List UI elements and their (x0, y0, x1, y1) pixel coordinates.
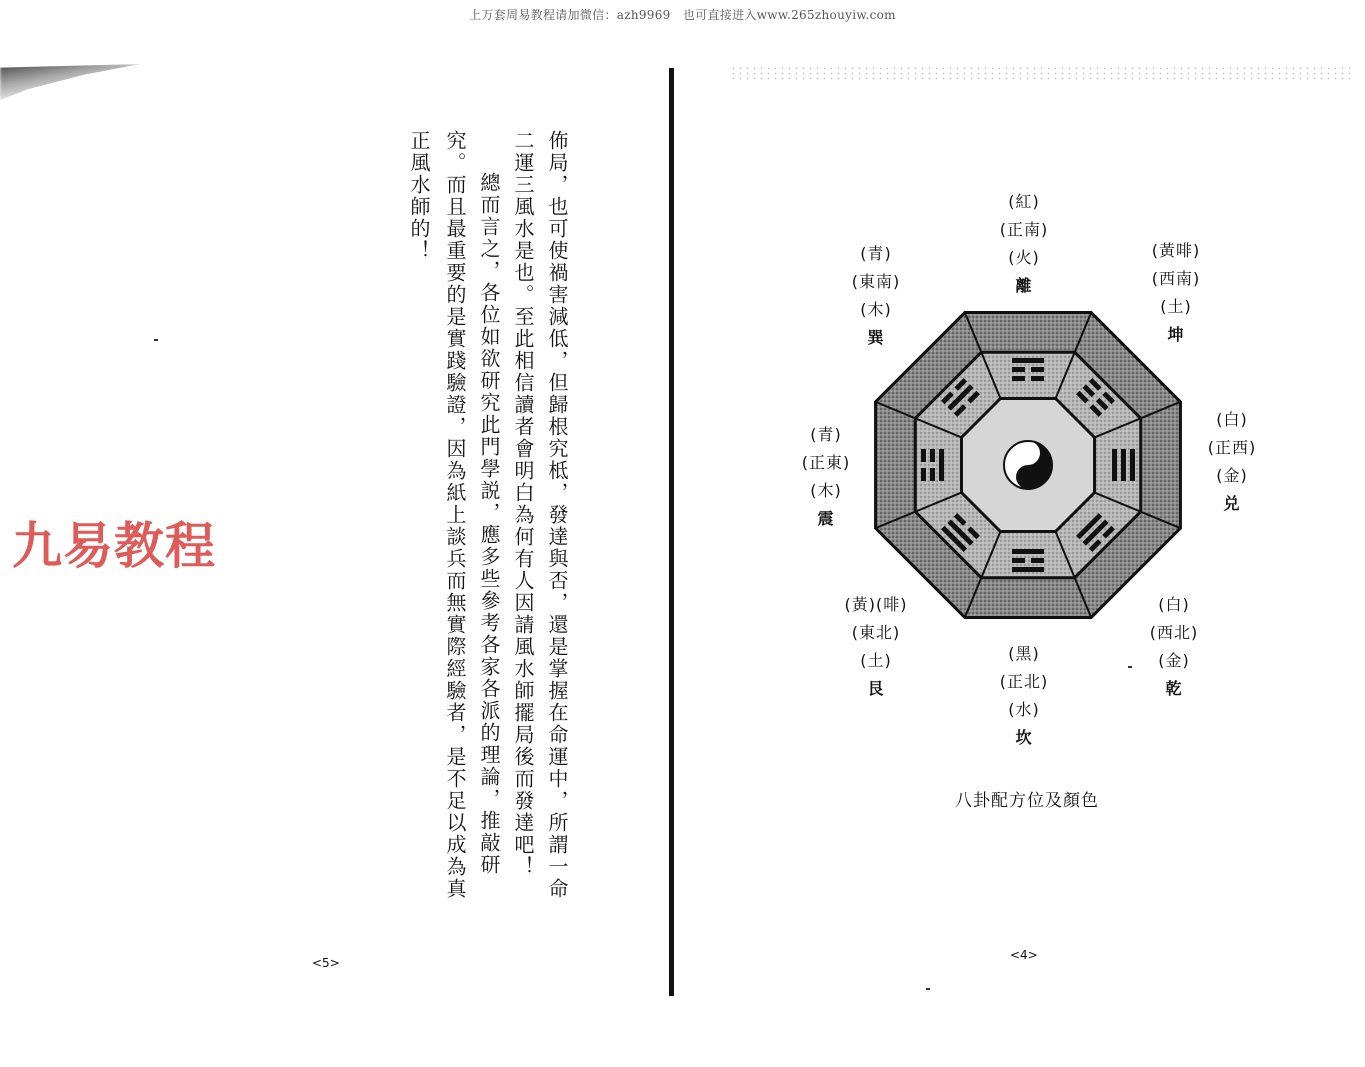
trigram-label-line: 巽 (867, 328, 885, 347)
trigram-label-line: (東北) (851, 623, 901, 642)
trigram-label-line: (白) (1158, 595, 1190, 614)
yin-yang-icon (1004, 441, 1052, 489)
trigram-label-e (766, 421, 886, 533)
trigram-label-line: (青) (810, 425, 842, 444)
trigram-label-ne (816, 591, 936, 703)
text-column-1: 佈局，也可使禍害減低，但歸根究柢，發達與否，還是掌握在命運中，所謂一命 (545, 130, 569, 900)
trigram-label-line: (正東) (801, 453, 851, 472)
download-banner: 上万套周易教程请加微信：azh9969 也可直接进入www.265zhouyiw.com (469, 8, 896, 22)
trigram-label-line: (正南) (999, 220, 1049, 239)
trigram-label-nw (1114, 591, 1234, 703)
trigram-label-line: (正北) (999, 672, 1049, 691)
trigram-label-line: (火) (1008, 248, 1040, 267)
trigram-label-line: (黑) (1008, 644, 1040, 663)
trigram-label-line: (金) (1158, 651, 1190, 670)
trigram-symbol (1112, 449, 1135, 481)
trigram-label-line: 震 (817, 509, 835, 528)
trigram-label-line: (西北) (1149, 623, 1199, 642)
trigram-label-line: 離 (1015, 276, 1033, 295)
text-column-5: 正風水師的！ (407, 130, 431, 262)
trigram-label-line: (水) (1008, 700, 1040, 719)
trigram-label-line: (木) (810, 481, 842, 500)
trigram-label-line: 坎 (1015, 728, 1033, 747)
trigram-label-line: (正西) (1207, 438, 1257, 457)
trigram-label-line: 艮 (867, 679, 885, 698)
trigram-label-line: (西南) (1151, 269, 1201, 288)
text-column-2: 二運三風水是也。至此相信讀者會明白為何有人因請風水師擺局後而發達吧！ (511, 130, 535, 878)
trigram-label-line: (白) (1216, 410, 1248, 429)
trigram-label-line: (金) (1216, 466, 1248, 485)
trigram-label-line: 兑 (1223, 494, 1241, 513)
trigram-label-line: (青) (860, 244, 892, 263)
trigram-label-line: (紅) (1008, 192, 1040, 211)
diagram-caption: 八卦配方位及顏色 (955, 791, 1099, 811)
watermark-logo: 九易教程 (12, 517, 216, 575)
text-column-3: 總而言之，各位如欲研究此門學説，應多些參考各家各派的理論，推敲研 (477, 150, 501, 876)
trigram-label-line: (黃啡) (1151, 241, 1201, 260)
trigram-label-line: 乾 (1165, 679, 1183, 698)
trigram-label-line: (東南) (851, 272, 901, 291)
trigram-label-w (1172, 406, 1292, 518)
trigram-label-sw (1116, 237, 1236, 349)
trigram-label-line: (黃)(啡) (844, 595, 908, 614)
trigram-label-s (964, 188, 1084, 300)
page-number-left: <5> (312, 956, 340, 970)
trigram-label-line: (土) (860, 651, 892, 670)
trigram-label-n (964, 640, 1084, 752)
text-column-4: 究。而且最重要的是實踐驗證，因為紙上談兵而無實際經驗者，是不足以成為真 (443, 130, 467, 900)
trigram-label-line: 坤 (1167, 325, 1185, 344)
trigram-label-se (816, 240, 936, 352)
trigram-label-line: (木) (860, 300, 892, 319)
page-number-right: <4> (1010, 948, 1038, 962)
trigram-label-line: (土) (1160, 297, 1192, 316)
